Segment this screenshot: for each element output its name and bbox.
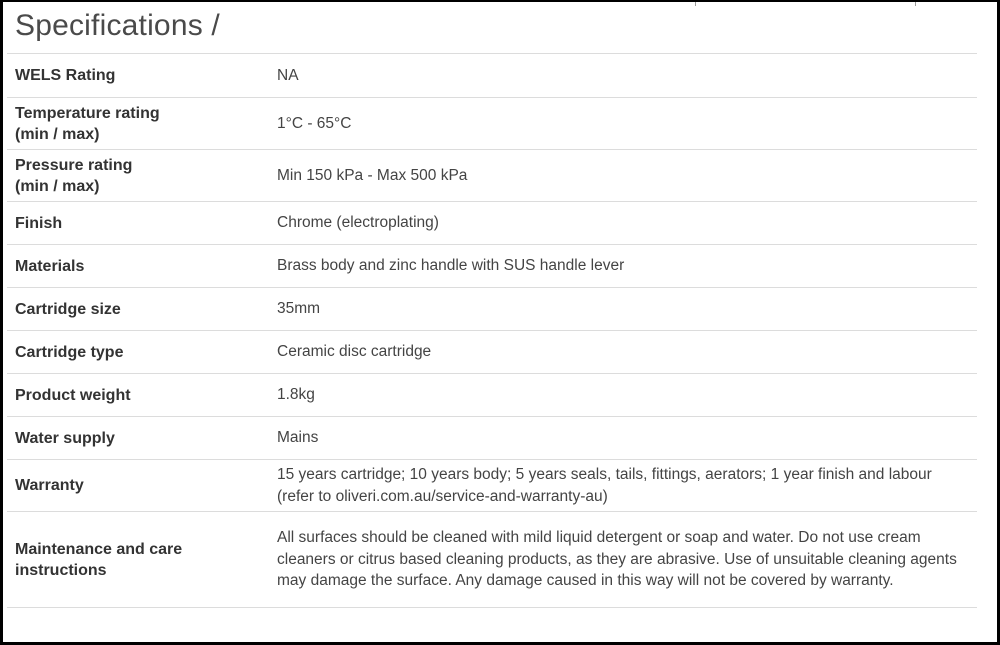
spec-row-water-supply [7,417,977,460]
spec-label: Water supply [15,429,115,447]
spec-value: Chrome (electroplating) [277,214,439,232]
spec-label: Pressure rating (min / max) [15,156,133,195]
spec-row-maintenance [7,512,977,608]
spec-value: Mains [277,429,319,447]
page-title: Specifications / [15,9,220,42]
specifications-panel [3,2,997,642]
spec-value: Brass body and zinc handle with SUS handle lever [277,257,625,275]
spec-value: 1.8kg [277,386,315,404]
spec-label: Cartridge type [15,343,124,361]
spec-value: 35mm [277,300,321,318]
spec-value: 15 years cartridge; 10 years body; 5 years seals, tails, fittings, aerators; 1 year finish and labour (refer to oliveri.com.au/service-and-warranty-au) [277,466,932,505]
spec-label: Product weight [15,386,131,404]
spec-row-wels-rating [7,54,977,98]
specifications-table [7,53,977,608]
spec-row-materials [7,245,977,288]
spec-label: Warranty [15,477,84,494]
spec-row-warranty [7,460,977,512]
spec-row-pressure-rating [7,150,977,202]
spec-value: All surfaces should be cleaned with mild liquid detergent or soap and water. Do not use cream cleaners or citrus based cleaning products, as they are abrasive. Use of unsuitable cleaning agents may damage the surface. Any damage caused in this way will not be covered by warranty. [277,529,957,590]
spec-value: Ceramic disc cartridge [277,343,432,361]
spec-row-finish [7,202,977,245]
spec-row-cartridge-size [7,288,977,331]
spec-label: Maintenance and care instructions [15,540,183,579]
spec-label: Materials [15,257,85,275]
spec-value: 1°C - 65°C [277,114,352,132]
spec-value: NA [277,66,299,84]
spec-label: Cartridge size [15,300,121,318]
spec-row-temperature-rating [7,98,977,150]
spec-label: Temperature rating (min / max) [15,104,160,143]
spec-label: Finish [15,214,63,232]
spec-value: Min 150 kPa - Max 500 kPa [277,166,468,184]
spec-label: WELS Rating [15,67,116,84]
spec-row-cartridge-type [7,331,977,374]
spec-row-product-weight [7,374,977,417]
